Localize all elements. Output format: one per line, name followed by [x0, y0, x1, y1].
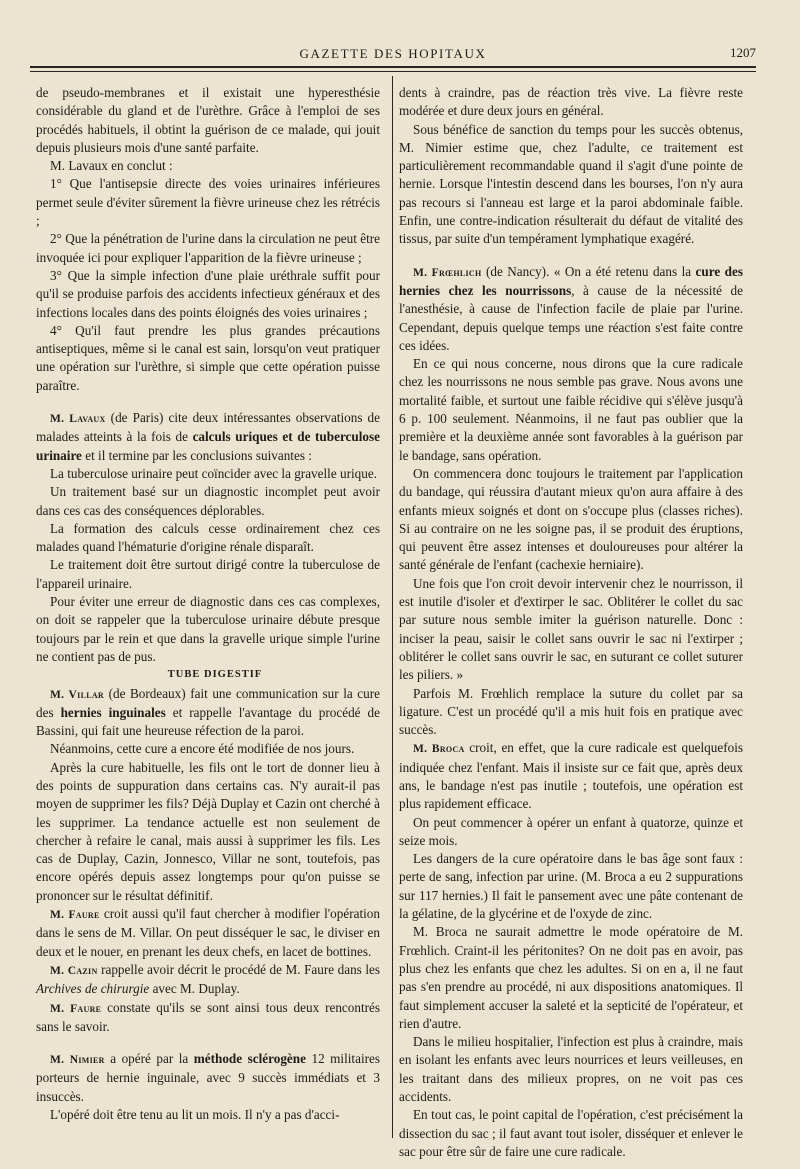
page-number: 1207 — [730, 45, 756, 60]
text-run: 12 militaires porteurs de hernie inguinale, avec 9 succès immédiats et 3 insuccès. — [36, 1051, 380, 1104]
text-run: (de Paris) cite deux intéressantes observations de malades atteints à la fois de — [36, 410, 380, 445]
bold-topic: méthode sclérogène — [193, 1051, 306, 1067]
paragraph — [36, 905, 380, 961]
text-run: , à cause de la nécessité de l'anesthésie, à cause de l'infection facile de plaie par l'urine. Cependant, depuis quelque temps une réaction s'est faite contre ces idées. — [399, 282, 743, 353]
text-run: rappelle avoir décrit le procédé de M. Faure dans les — [97, 961, 380, 977]
text-run: avec M. Duplay. — [149, 981, 240, 997]
paragraph: Un traitement basé sur un diagnostic incomplet peut avoir dans ces cas des conséquences déplorables. — [36, 484, 380, 518]
paragraph: Une fois que l'on croit devoir intervenir chez le nourrisson, il est inutile d'isoler et d'extirper le sac. Oblitérer le collet du sac par suture nous semble imiter la guérison naturelle. Donc : inciser la peau, saisir le collet sans ouvrir le sac ni l'extirper ; oblitérer le collet sans ouvrir le sac, en suturant ce collet suturer les piliers. » — [399, 575, 743, 683]
paragraph — [36, 1050, 380, 1106]
paragraph: Le traitement doit être surtout dirigé contre la tuberculose de l'appareil urinaire. — [36, 557, 380, 591]
bold-topic: hernies inguinales — [60, 704, 166, 720]
paragraph: 1° Que l'antisepsie directe des voies urinaires inférieures permet seule d'éviter sûrement la fièvre urineuse chez les rétrécis ; — [36, 176, 380, 229]
paragraph: Parfois M. Frœhlich remplace la suture du collet par sa ligature. C'est un procédé qu'il a mis huit fois en pratique avec succès. — [399, 685, 743, 738]
section-heading: TUBE DIGESTIF — [167, 669, 263, 681]
paragraph — [36, 999, 380, 1037]
text-run: croit aussi qu'il faut chercher à modifier l'opération dans le sens de M. Villar. On peut disséquer le sac, le diviser en deux et le nouer, en prenant les deux chefs, en lacet de bottines. — [36, 906, 380, 959]
header-rule-thick — [30, 66, 756, 68]
text-run: et rappelle l'avantage du procédé de Bassini, qui fait une heureuse réfection de la paroi. — [36, 704, 380, 739]
speaker-name: M. Lavaux — [50, 413, 106, 426]
journal-title: GAZETTE DES HOPITAUX — [299, 46, 487, 61]
paragraph: Néanmoins, cette cure a encore été modifiée de nos jours. — [50, 741, 355, 757]
paragraph: La tuberculose urinaire peut coïncider avec la gravelle urique. — [50, 465, 377, 481]
paragraph: L'opéré doit être tenu au lit un mois. Il n'y a pas d'acci- — [50, 1107, 340, 1123]
paragraph: M. Broca ne saurait admettre le mode opératoire de M. Frœhlich. Craint-il les péritonites? On ne doit pas en avoir, pas plus chez les enfants que chez les adultes. Si on en a, il ne faut pas s'en prendre au procédé, ni aux dispositions anatomiques. Il faut simplement accuser la saleté et la septicité de l'opérateur, et rien d'autre. — [399, 924, 743, 1031]
text-run: constate qu'ils se sont ainsi tous deux rencontrés sans le savoir. — [36, 999, 380, 1034]
left-column — [36, 84, 380, 1124]
right-column — [399, 84, 743, 1161]
text-run: (de Bordeaux) fait une communication sur la cure des — [36, 685, 380, 720]
text-run: et il termine par les conclusions suivantes : — [81, 447, 312, 463]
paragraph: Dans le milieu hospitalier, l'infection est plus à craindre, mais en isolant les enfants avec leurs nourrices et leurs veilleuses, en les traitant dans des milieux propres, on ne voit pas ces accidents. — [399, 1034, 743, 1105]
paragraph: En ce qui nous concerne, nous dirons que la cure radicale chez les nourrissons ne nous semble pas grave. Nous avons une mortalité faible, et surtout une faible récidive qui s'élève jusqu'à 6 p. 100 seulement. Néanmoins, il ne faut pas oublier que la première et la deuxième année sont favorables à la guérison par le bandage, sans opération. — [399, 356, 743, 463]
bold-topic: cure des hernies chez les nourrissons — [399, 263, 743, 298]
paragraph: Les dangers de la cure opératoire dans le bas âge sont faux : perte de sang, infection par urine. (M. Broca a eu 2 suppurations sur 117 hernies.) Il fait le pansement avec une pâte contenant de la gélatine, de la glycérine et de l'oxyde de zinc. — [399, 851, 743, 922]
text-run: croit, en effet, que la cure radicale est quelquefois indiquée chez l'enfant. Mais il insiste sur ce fait que, après deux ans, le bandage n'est pas inutile ; toutefois, une opération est plus rapidement efficace. — [399, 740, 744, 812]
text-run: a opéré par la — [104, 1051, 194, 1067]
paragraph: de pseudo-membranes et il existait une hyperesthésie considérable du gland et de l'urèthre. Grâce à l'emploi de ses procédés habituels, il obtint la guérison de ce malade, qui jouit depuis plusieurs mois d'une santé parfaite. — [36, 85, 380, 155]
paragraph — [399, 263, 743, 355]
paragraph — [399, 739, 743, 813]
speaker-name: M. Faure — [50, 1002, 102, 1015]
header-rule-thin — [30, 71, 756, 72]
paragraph: 3° Que la simple infection d'une plaie uréthrale suffit pour qu'il se produise parfois des accidents infectieux généraux et des infections locales dans des points éloignés des voies urinaires ; — [36, 267, 380, 320]
paragraph: On commencera donc toujours le traitement par l'application du bandage, qui réussira d'autant mieux qu'on aura affaire à des enfants mieux soignés et dont on s'occupe plus (classes riches). Si au contraire on ne les soigne pas, il se produit des éruptions, qui peuvent être assez intenses et douloureuses pour altérer la santé générale de l'enfant (cachexie herniaire). — [399, 465, 743, 573]
speaker-name: M. Broca — [413, 743, 465, 756]
speaker-name: M. Frœhlich — [413, 266, 482, 279]
paragraph: Après la cure habituelle, les fils ont le tort de donner lieu à des points de suppuration dans certains cas. N'y aurait-il pas moyen de supprimer les fils? Déjà Duplay et Cazin ont cherché à les supprimer. La tendance actuelle est non seulement de chercher à refaire le canal, mais aussi à supprimer les fils. Les cas de Duplay, Cazin, Jonnesco, Villar ne sont, toutefois, pas encore opérés depuis assez longtemps pour qu'on puisse se prononcer sur le résultat définitif. — [36, 759, 380, 903]
paragraph: On peut commencer à opérer un enfant à quatorze, quinze et seize mois. — [399, 814, 743, 848]
paragraph: Sous bénéfice de sanction du temps pour les succès obtenus, M. Nimier estime que, chez l'adulte, ce traitement est particulièrement recommandable quand il s'agit d'une pointe de hernie. Lorsque l'intestin descend dans les bourses, l'on n'y aura pas recours si l'anneau est large et la paroi abdominale faible. Enfin, une contre-indication résulterait du défaut de vitalité des tissus, par suite d'un tempérament lymphatique exagéré. — [399, 121, 743, 247]
page-header — [30, 42, 756, 64]
paragraph — [36, 961, 380, 999]
bold-topic: calculs uriques et de tuberculose urinaire — [36, 429, 380, 463]
paragraph: 2° Que la pénétration de l'urine dans la circulation ne peut être invoquée ici pour expliquer l'apparition de la fièvre urineuse ; — [36, 231, 380, 265]
text-run: (de Nancy). « On a été retenu dans la — [481, 263, 696, 279]
paragraph — [36, 409, 380, 465]
paragraph: 4° Qu'il faut prendre les plus grandes précautions antiseptiques, même si le canal est sain, lorsqu'on veut pratiquer une opération sur l'urèthre, si simple que cette opération puisse paraître. — [36, 322, 380, 393]
paragraph: Pour éviter une erreur de diagnostic dans ces cas complexes, on doit se rappeler que la tuberculose urinaire débute presque toujours par le rein et que dans la gravelle urique simple l'urine ne contient pas de pus. — [36, 594, 380, 664]
paragraph: La formation des calculs cesse ordinairement chez ces malades quand l'hématurie d'origine rénale disparaît. — [36, 520, 380, 555]
paragraph: M. Lavaux en conclut : — [50, 158, 173, 174]
paragraph: dents à craindre, pas de réaction très vive. La fièvre reste modérée et dure deux jours en général. — [399, 85, 743, 119]
speaker-name: M. Villar — [50, 688, 105, 701]
speaker-name: M. Nimier — [50, 1054, 105, 1067]
paragraph — [36, 685, 380, 741]
speaker-name: M. Faure — [50, 909, 100, 922]
column-divider — [392, 76, 393, 1138]
speaker-name: M. Cazin — [50, 964, 98, 977]
paragraph: En tout cas, le point capital de l'opération, c'est précisément la dissection du sac ; il faut avant tout isoler, disséquer et enlever le sac pour être sûr de faire une cure radicale. — [399, 1107, 743, 1159]
italic-title: Archives de chirurgie — [36, 981, 150, 997]
